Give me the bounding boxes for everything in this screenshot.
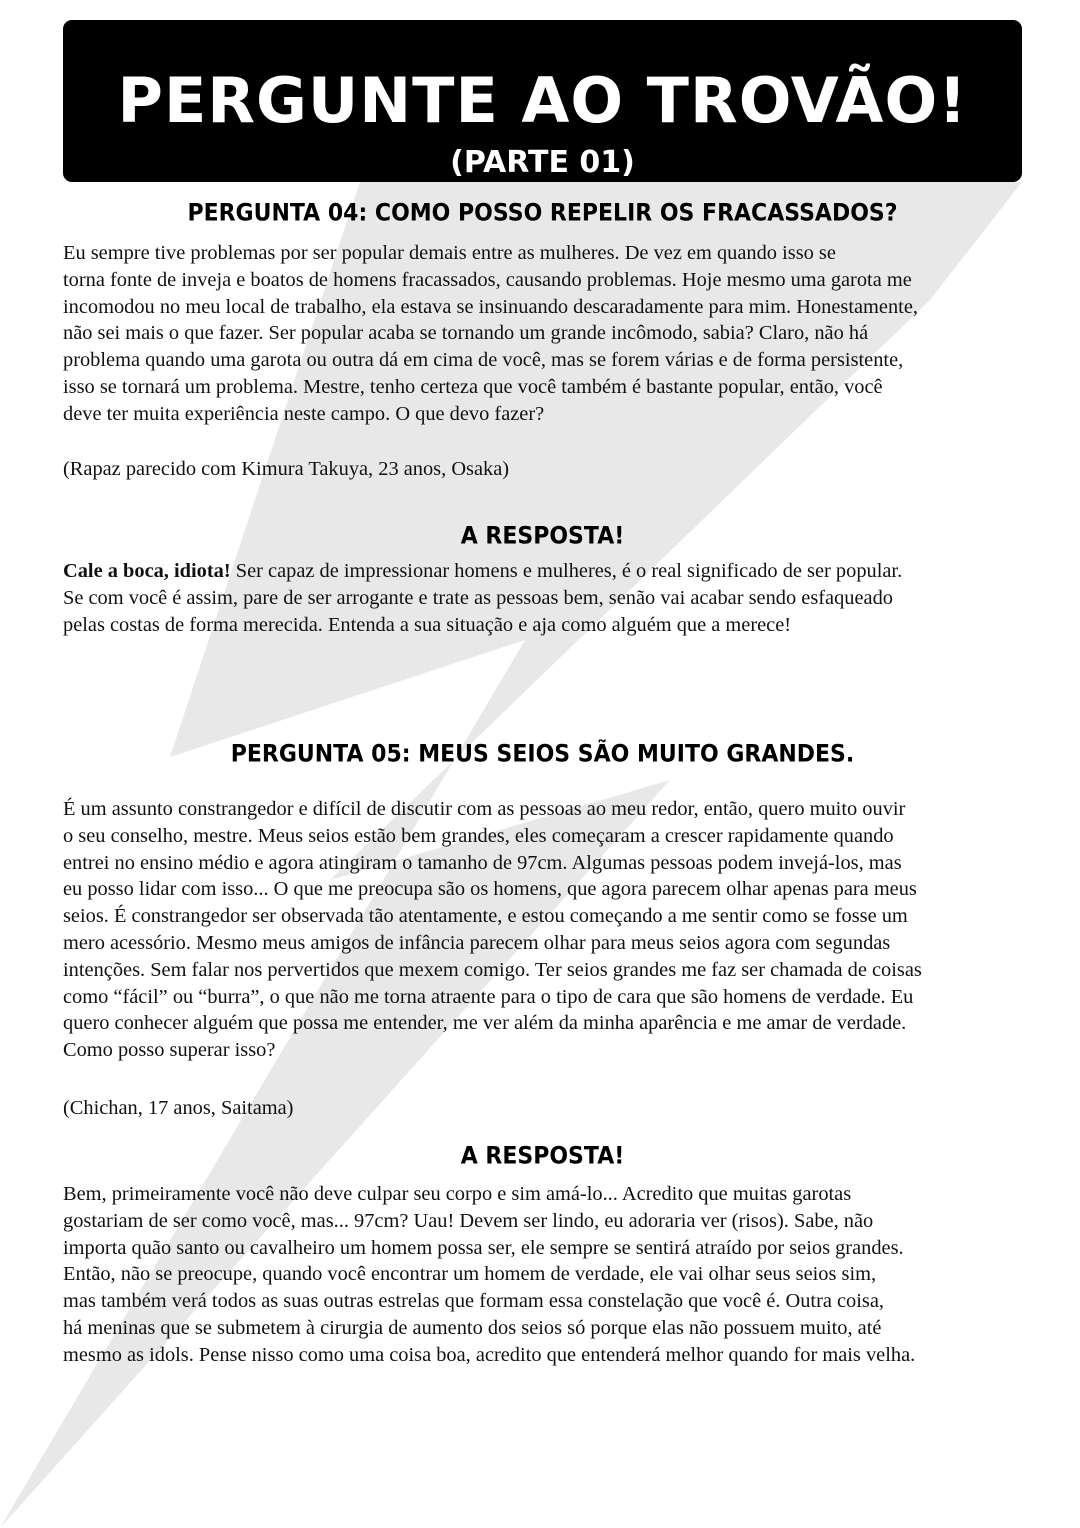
paragraph-line: mesmo as idols. Pense nisso como uma coisa boa, acredito que entenderá melhor quando for mais velha. <box>63 1343 916 1366</box>
paragraph-line: quero conhecer alguém que possa me entender, me ver além da minha aparência e me amar de verdade. <box>63 1012 907 1035</box>
paragraph-line: pelas costas de forma merecida. Entenda a sua situação e aja como alguém que a merece! <box>63 613 792 636</box>
answer-04-heading: A RESPOSTA! <box>460 522 625 550</box>
paragraph-line: há meninas que se submetem à cirurgia de aumento dos seios só porque elas não possuem muito, até <box>63 1316 882 1339</box>
paragraph-line: incomodou no meu local de trabalho, ela estava se insinuando descaradamente para mim. Honestamente, <box>63 295 918 318</box>
answer-04-bold-opening: Cale a boca, idiota! <box>63 560 231 582</box>
question-05-heading: PERGUNTA 05: MEUS SEIOS SÃO MUITO GRANDES. <box>230 740 855 768</box>
paragraph-line: mero acessório. Mesmo meus amigos de infância parecem olhar para meus seios agora com segundas <box>63 931 891 954</box>
paragraph-line: importa quão santo ou cavalheiro um homem possa ser, ele sempre se sentirá atraído por seios grandes. <box>63 1236 904 1259</box>
answer-05-heading: A RESPOSTA! <box>460 1142 625 1170</box>
paragraph-line: o seu conselho, mestre. Meus seios estão bem grandes, eles começaram a crescer rapidamente quando <box>63 824 894 847</box>
answer-04-first-line-rest: Ser capaz de impressionar homens e mulheres, é o real significado de ser popular. <box>230 560 903 582</box>
paragraph-line: entrei no ensino médio e agora atingiram o tamanho de 97cm. Algumas pessoas podem invejá-los, mas <box>63 851 902 874</box>
paragraph-line: Como posso superar isso? <box>63 1039 276 1062</box>
paragraph-line: deve ter muita experiência neste campo. O que devo fazer? <box>63 402 545 425</box>
paragraph-line: eu posso lidar com isso... O que me preocupa são os homens, que agora parecem olhar apenas para meus <box>63 878 917 901</box>
paragraph-line: É um assunto constrangedor e difícil de discutir com as pessoas ao meu redor, então, quero muito ouvir <box>63 798 906 820</box>
paragraph-line: Bem, primeiramente você não deve culpar seu corpo e sim amá-lo... Acredito que muitas garotas <box>63 1183 852 1205</box>
question-04-signature: (Rapaz parecido com Kimura Takuya, 23 anos, Osaka) <box>63 458 510 480</box>
paragraph-line <box>63 558 1023 585</box>
page-title: PERGUNTE AO TROVÃO! <box>117 64 968 137</box>
paragraph-line: Se com você é assim, pare de ser arrogante e trate as pessoas bem, senão vai acabar sendo esfaqueado <box>63 586 893 609</box>
answer-04-body <box>63 558 1023 638</box>
paragraph-line: Eu sempre tive problemas por ser popular demais entre as mulheres. De vez em quando isso se <box>63 242 836 264</box>
paragraph-line: torna fonte de inveja e boatos de homens fracassados, causando problemas. Hoje mesmo uma garota me <box>63 268 912 291</box>
question-05-signature: (Chichan, 17 anos, Saitama) <box>63 1097 294 1119</box>
question-04-heading: PERGUNTA 04: COMO POSSO REPELIR OS FRACASSADOS? <box>187 199 898 227</box>
paragraph-line: problema quando uma garota ou outra dá em cima de você, mas se forem várias e de forma persistente, <box>63 349 904 372</box>
paragraph-line: intenções. Sem falar nos pervertidos que mexem comigo. Ter seios grandes me faz ser chamada de coisas <box>63 958 922 981</box>
paragraph-line: não sei mais o que fazer. Ser popular acaba se tornando um grande incômodo, sabia? Claro, não há <box>63 322 869 345</box>
paragraph-line: como “fácil” ou “burra”, o que não me torna atraente para o tipo de cara que são homens de verdade. Eu <box>63 985 914 1008</box>
question-04-body <box>63 240 1023 428</box>
paragraph-line: seios. É constrangedor ser observada tão atentamente, e estou começando a me sentir como se fosse um <box>63 905 908 928</box>
question-05-body <box>63 796 1023 1064</box>
title-banner <box>63 20 1022 182</box>
paragraph-line: isso se tornará um problema. Mestre, tenho certeza que você também é bastante popular, então, você <box>63 375 883 398</box>
answer-05-body <box>63 1181 1023 1369</box>
paragraph-line: Então, não se preocupe, quando você encontrar um homem de verdade, ele vai olhar seus seios sim, <box>63 1263 877 1286</box>
page-subtitle: (PARTE 01) <box>450 145 635 180</box>
paragraph-line: mas também verá todos as suas outras estrelas que formam essa constelação que você é. Outra coisa, <box>63 1290 885 1313</box>
paragraph-line: gostariam de ser como você, mas... 97cm? Uau! Devem ser lindo, eu adoraria ver (risos). Sabe, não <box>63 1209 874 1232</box>
